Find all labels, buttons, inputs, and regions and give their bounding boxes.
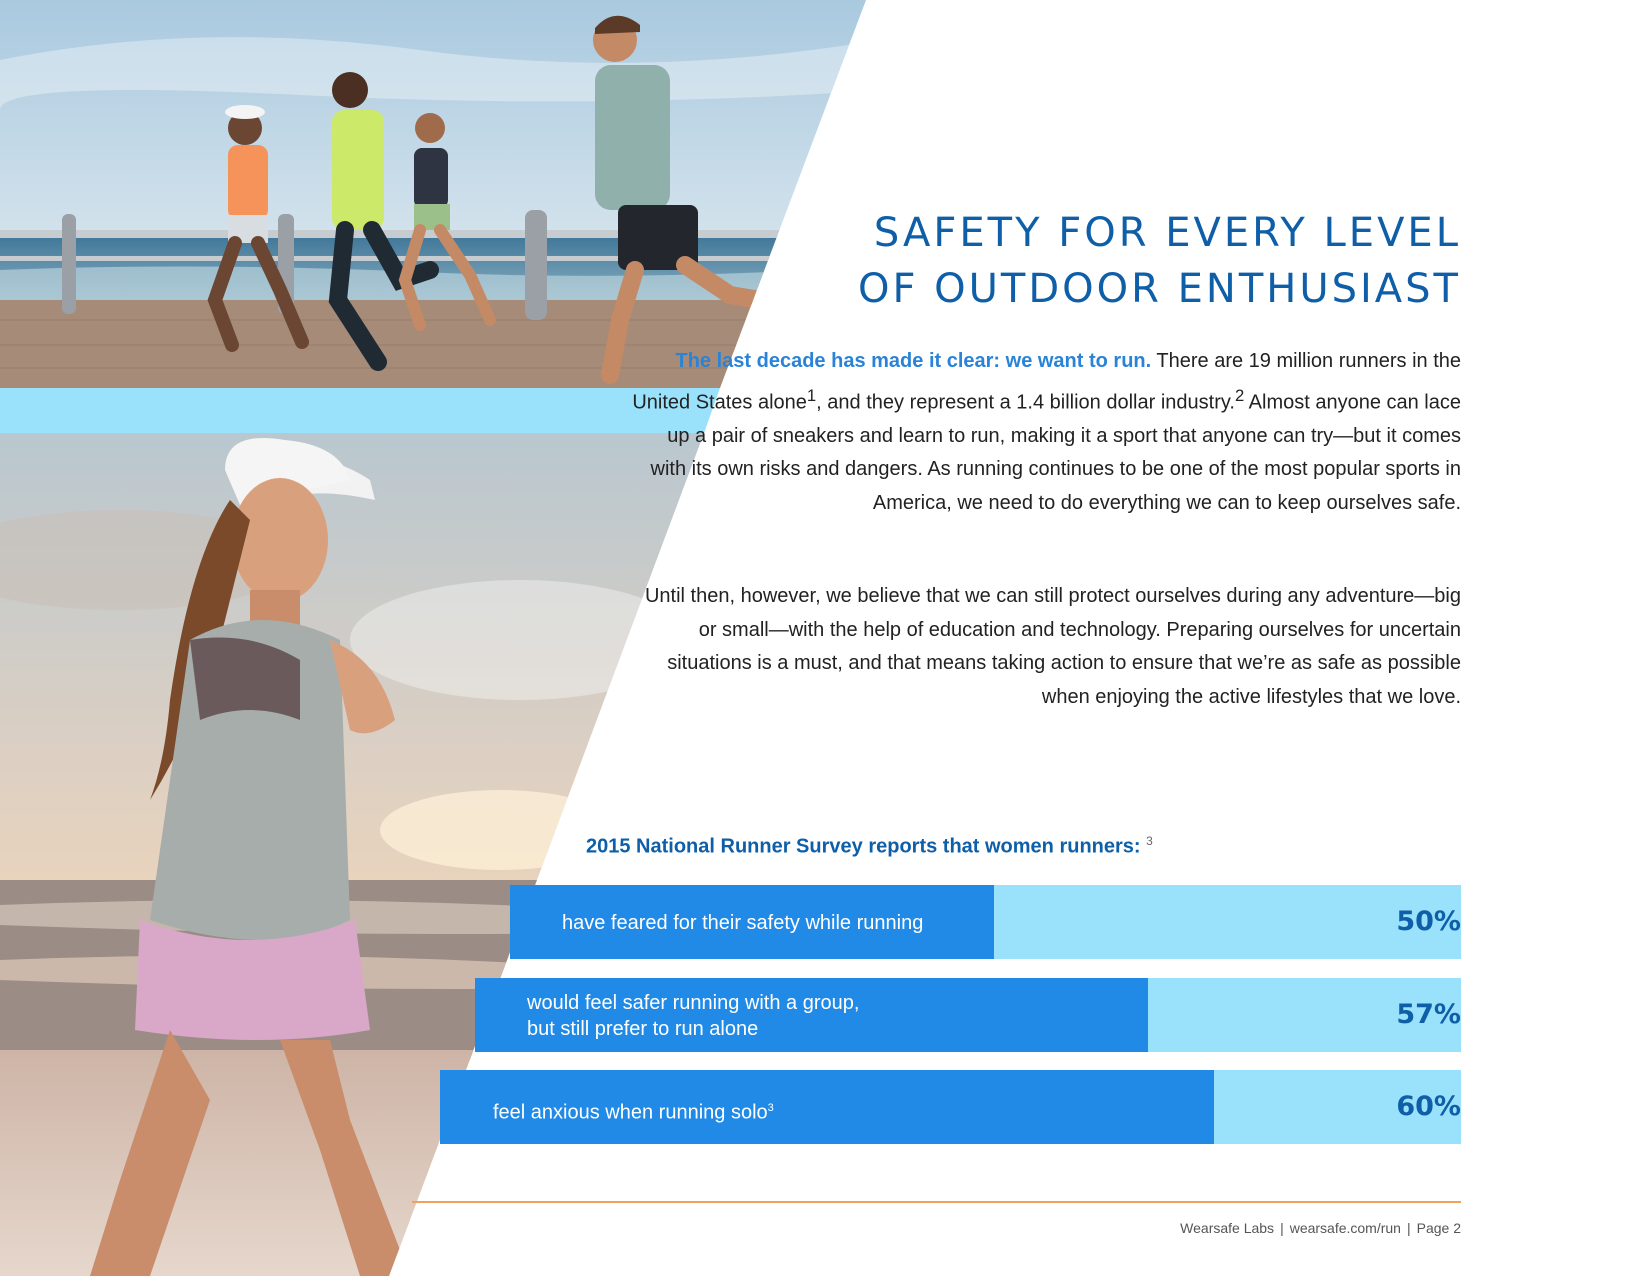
bar-label-3-line1: feel anxious when running solo (493, 1101, 768, 1124)
survey-heading (586, 834, 1153, 859)
intro-text-b: , and they represent a 1.4 billion dollar industry. (816, 391, 1235, 414)
intro-paragraph (631, 345, 1461, 520)
bar-label-2-line2: but still prefer to run alone (527, 1018, 759, 1040)
footnote-ref-2: 2 (1234, 385, 1245, 405)
intro-text-a: There are 19 million runners in the United States alone (632, 350, 1461, 414)
footer-page-number: Page 2 (1416, 1220, 1461, 1236)
bar-label-3 (493, 1095, 774, 1126)
footer-separator: | (1406, 1220, 1411, 1236)
footer (1180, 1220, 1461, 1236)
title-line-1: SAFETY FOR EVERY LEVEL (873, 210, 1461, 256)
survey-title-text: 2015 National Runner Survey reports that women runners: (586, 835, 1141, 858)
footer-rule (412, 1201, 1461, 1203)
group-runners-photo (0, 0, 900, 388)
bar-value-3: 60% (1396, 1091, 1461, 1122)
survey-footnote-ref: 3 (1146, 834, 1153, 848)
footer-company: Wearsafe Labs (1180, 1220, 1275, 1236)
title-line-2: OF OUTDOOR ENTHUSIAST (857, 266, 1461, 312)
bar-label-1-line1: have feared for their safety while running (562, 912, 924, 934)
page-title (661, 205, 1461, 317)
footnote-ref-1: 1 (806, 385, 817, 405)
footer-url[interactable]: wearsafe.com/run (1289, 1220, 1401, 1236)
intro-lead: The last decade has made it clear: we want to run. (675, 350, 1152, 372)
intro-text-c: Almost anyone can lace up a pair of sneakers and learn to run, making it a sport that anyone can try—but it comes with its own risks and dangers. As running continues to be one of the most popular sports in America, we need to do everything we can to keep ourselves safe. (650, 391, 1461, 514)
bar-label-1 (562, 910, 923, 936)
bar-value-2: 57% (1396, 999, 1461, 1030)
bar-label-2-line1: would feel safer running with a group, (527, 992, 860, 1014)
second-paragraph: Until then, however, we believe that we can still protect ourselves during any adventure—big or small—with the help of education and technology. Preparing ourselves for uncertain situations is a must, and that means taking action to ensure that we’re as safe as possible when enjoying the active lifestyles that we love. (644, 585, 1461, 708)
footer-separator: | (1280, 1220, 1284, 1236)
bar-label-2 (527, 990, 859, 1042)
bar-value-1: 50% (1396, 906, 1461, 937)
bar-label-3-footnote: 3 (767, 1102, 774, 1114)
